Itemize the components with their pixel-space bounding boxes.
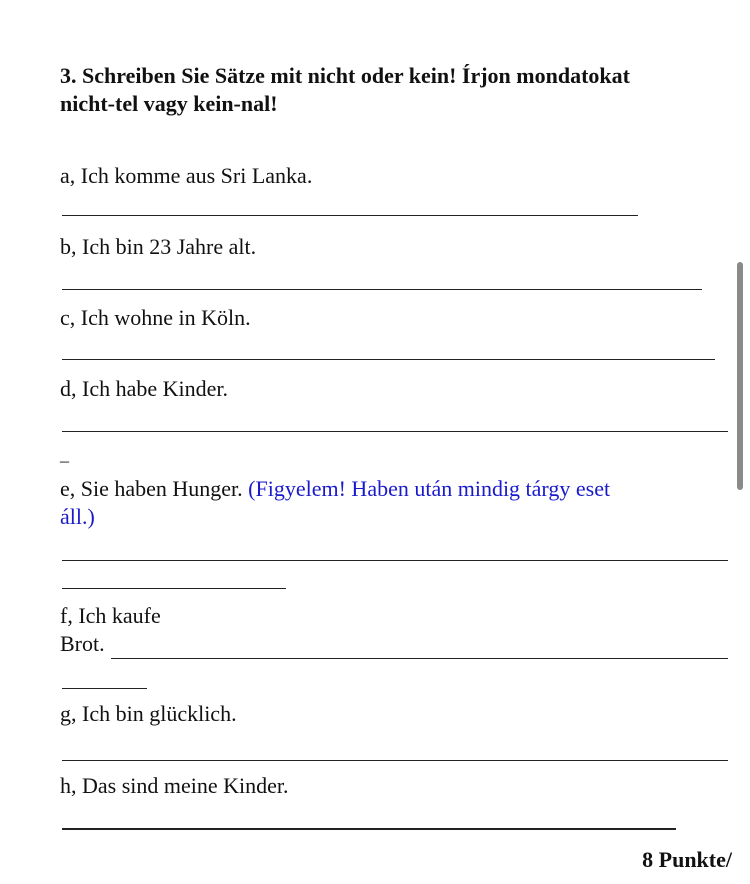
answer-line-h[interactable] [62, 828, 676, 830]
answer-line-c[interactable] [62, 359, 715, 360]
answer-line-b[interactable] [62, 289, 702, 290]
answer-line-g[interactable] [62, 760, 728, 761]
answer-line-d[interactable] [62, 431, 728, 432]
answer-line-f[interactable] [111, 658, 728, 659]
item-e-note-cont: áll.) [60, 504, 95, 529]
answer-line-e-2[interactable] [62, 588, 286, 589]
item-e-note: (Figyelem! Haben után mindig tárgy eset [248, 476, 611, 501]
item-d: d, Ich habe Kinder. [60, 376, 228, 401]
scrollbar[interactable] [737, 262, 743, 490]
item-e-text: e, Sie haben Hunger. [60, 476, 243, 501]
answer-line-a[interactable] [62, 215, 638, 216]
item-f: f, Ich kaufe [60, 603, 161, 628]
exercise-heading-line2: nicht-tel vagy kein-nal! [60, 91, 278, 116]
item-e [60, 475, 610, 503]
points-label: 8 Punkte/ [642, 847, 732, 872]
answer-line-e[interactable] [62, 560, 728, 561]
item-a: a, Ich komme aus Sri Lanka. [60, 163, 313, 188]
answer-line-f-2[interactable] [62, 688, 147, 689]
item-c: c, Ich wohne in Köln. [60, 305, 251, 330]
exercise-heading-line1: 3. Schreiben Sie Sätze mit nicht oder kein! Írjon mondatokat [60, 63, 630, 88]
item-h: h, Das sind meine Kinder. [60, 773, 289, 798]
answer-line-d-overflow: _ [60, 444, 69, 464]
item-b: b, Ich bin 23 Jahre alt. [60, 234, 257, 259]
item-g: g, Ich bin glücklich. [60, 701, 237, 726]
item-f-cont: Brot. [60, 631, 105, 656]
